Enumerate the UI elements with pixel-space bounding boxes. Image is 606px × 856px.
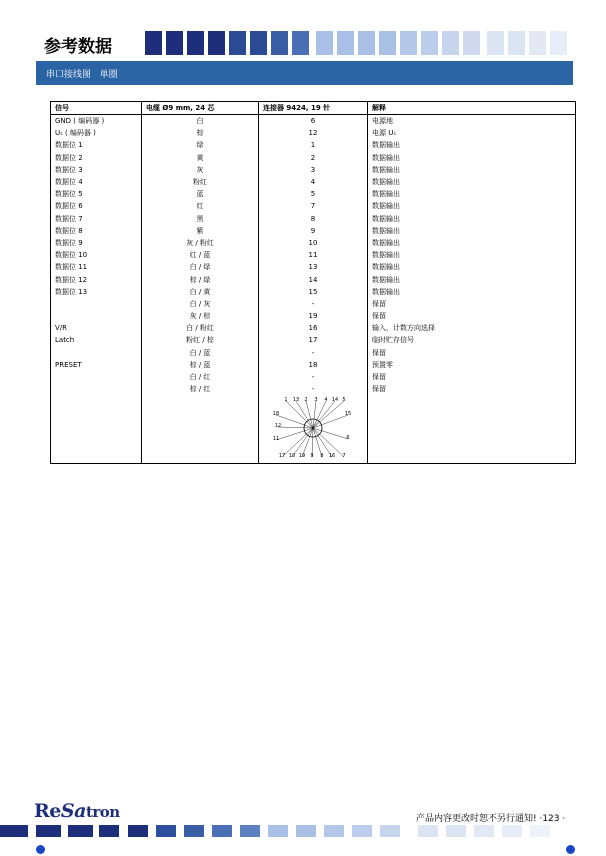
connector-diagram-row	[51, 395, 576, 464]
connector-diagram-cell	[259, 395, 368, 464]
page-title: 参考数据	[44, 37, 112, 57]
table-row	[51, 115, 576, 128]
cell-cable-color: 粉红 / 棕	[142, 334, 259, 346]
cell-explanation: 数据输出	[368, 213, 576, 225]
cell-cable-color: 白 / 红	[142, 371, 259, 383]
empty-cell	[368, 395, 576, 464]
cell-signal: GND ( 编码器 )	[51, 115, 142, 128]
cell-cable-color: 棕 / 蓝	[142, 359, 259, 371]
table-row	[51, 225, 576, 237]
cell-explanation: 数据输出	[368, 225, 576, 237]
pin-label: 7	[342, 453, 346, 460]
pin-label: 13	[292, 397, 300, 404]
header-connector: 连接器 9424, 19 针	[259, 102, 368, 115]
cell-cable-color: 棕	[142, 127, 259, 139]
cell-explanation: 保留	[368, 383, 576, 395]
cell-signal: 数据位 3	[51, 164, 142, 176]
pin-label: 16	[328, 453, 336, 460]
cell-pin: 10	[259, 237, 368, 249]
cell-explanation: 数据输出	[368, 273, 576, 285]
corner-dot-left	[36, 845, 45, 854]
table-row	[51, 139, 576, 151]
table-row	[51, 298, 576, 310]
pin-label: 11	[272, 436, 280, 443]
cell-signal: Latch	[51, 334, 142, 346]
cell-signal: 数据位 7	[51, 213, 142, 225]
cell-cable-color: 白	[142, 115, 259, 128]
cell-signal	[51, 371, 142, 383]
pin-lead	[296, 401, 313, 428]
table-row	[51, 261, 576, 273]
cell-explanation: 数据输出	[368, 237, 576, 249]
cell-cable-color: 黄	[142, 152, 259, 164]
connector-pin-diagram	[270, 395, 356, 459]
section-title-right: 单圈	[99, 70, 118, 80]
cell-cable-color: 棕 / 红	[142, 383, 259, 395]
cell-explanation: 预置零	[368, 359, 576, 371]
table-row	[51, 164, 576, 176]
table-row	[51, 176, 576, 188]
cell-pin: 12	[259, 127, 368, 139]
table-row	[51, 200, 576, 212]
cell-pin: 16	[259, 322, 368, 334]
signal-table	[50, 101, 576, 464]
cell-pin: -	[259, 298, 368, 310]
pin-lead	[313, 428, 350, 442]
table-row	[51, 213, 576, 225]
cell-explanation: 数据输出	[368, 249, 576, 261]
cell-explanation: 输入，计数方向选择	[368, 322, 576, 334]
cell-explanation: 数据输出	[368, 176, 576, 188]
cell-signal: 数据位 1	[51, 139, 142, 151]
cell-signal: 数据位 6	[51, 200, 142, 212]
cell-signal: 数据位 13	[51, 286, 142, 298]
cell-signal	[51, 310, 142, 322]
header-explanation: 解释	[368, 102, 576, 115]
cell-signal: 数据位 12	[51, 273, 142, 285]
cell-explanation: 保留	[368, 347, 576, 359]
header-signal: 信号	[51, 102, 142, 115]
cell-explanation: 电源地	[368, 115, 576, 128]
cell-pin: 6	[259, 115, 368, 128]
table-row	[51, 383, 576, 395]
cell-explanation: 数据输出	[368, 286, 576, 298]
cell-cable-color: 灰 / 粉红	[142, 237, 259, 249]
cell-cable-color: 灰	[142, 164, 259, 176]
cell-pin: 17	[259, 334, 368, 346]
corner-dot-right	[566, 845, 575, 854]
cell-signal	[51, 298, 142, 310]
pin-lead	[313, 401, 344, 428]
cell-pin: 18	[259, 359, 368, 371]
cell-cable-color: 粉红	[142, 176, 259, 188]
logo-sa: Sa	[60, 800, 86, 822]
logo-tron: tron	[85, 803, 120, 821]
cell-pin: 3	[259, 164, 368, 176]
table-row	[51, 237, 576, 249]
cell-signal: 数据位 5	[51, 188, 142, 200]
cell-pin: 5	[259, 188, 368, 200]
cell-cable-color: 白 / 粉红	[142, 322, 259, 334]
cell-cable-color: 黑	[142, 213, 259, 225]
section-title	[46, 67, 118, 80]
cell-explanation: 数据输出	[368, 139, 576, 151]
cell-pin: 7	[259, 200, 368, 212]
cell-pin: -	[259, 383, 368, 395]
cell-cable-color: 绿	[142, 139, 259, 151]
cell-cable-color: 蓝	[142, 188, 259, 200]
pin-label: 1	[284, 397, 288, 404]
logo-re: Re	[34, 800, 61, 822]
cell-explanation: 数据输出	[368, 200, 576, 212]
cell-pin: 14	[259, 273, 368, 285]
pin-label: 17	[278, 453, 286, 460]
table-row	[51, 347, 576, 359]
table-row	[51, 188, 576, 200]
cell-explanation: 保留	[368, 371, 576, 383]
cell-cable-color: 白 / 蓝	[142, 347, 259, 359]
cell-signal: 数据位 11	[51, 261, 142, 273]
pin-label: 5	[342, 397, 346, 404]
cell-signal	[51, 383, 142, 395]
cell-cable-color: 紫	[142, 225, 259, 237]
cell-signal: Uₛ ( 编码器 )	[51, 127, 142, 139]
cell-pin: 2	[259, 152, 368, 164]
pin-label: 15	[344, 411, 352, 418]
pin-label: 6	[346, 435, 350, 442]
cell-pin: 1	[259, 139, 368, 151]
table-row	[51, 322, 576, 334]
cell-pin: 8	[259, 213, 368, 225]
table-row	[51, 334, 576, 346]
empty-cell	[142, 395, 259, 464]
cell-signal: PRESET	[51, 359, 142, 371]
cell-cable-color: 白 / 黄	[142, 286, 259, 298]
cell-signal	[51, 347, 142, 359]
cell-signal: 数据位 8	[51, 225, 142, 237]
cell-explanation: 数据输出	[368, 261, 576, 273]
cell-explanation: 保留	[368, 298, 576, 310]
cell-pin: 4	[259, 176, 368, 188]
cell-pin: 19	[259, 310, 368, 322]
cell-signal: 数据位 4	[51, 176, 142, 188]
table-row	[51, 359, 576, 371]
table-row	[51, 286, 576, 298]
pin-label: 18	[272, 411, 280, 418]
cell-pin: 13	[259, 261, 368, 273]
section-title-left: 串口接线图	[46, 70, 92, 80]
cell-explanation: 电源 Uₛ	[368, 127, 576, 139]
section-bar	[36, 61, 573, 85]
table-header-row	[51, 102, 576, 115]
cell-explanation: 数据输出	[368, 152, 576, 164]
cell-pin: 11	[259, 249, 368, 261]
pin-lead	[276, 415, 313, 428]
cell-signal: 数据位 2	[51, 152, 142, 164]
pin-lead	[306, 401, 313, 428]
cell-cable-color: 白 / 灰	[142, 298, 259, 310]
pin-label: 8	[320, 453, 324, 460]
cell-pin: 9	[259, 225, 368, 237]
cell-pin: 15	[259, 286, 368, 298]
cell-cable-color: 白 / 绿	[142, 261, 259, 273]
cell-signal: V/R	[51, 322, 142, 334]
cell-explanation: 数据输出	[368, 188, 576, 200]
pin-lead	[313, 401, 316, 428]
cell-cable-color: 红 / 蓝	[142, 249, 259, 261]
pin-label: 9	[310, 453, 314, 460]
cell-explanation: 保留	[368, 310, 576, 322]
resatron-logo	[34, 800, 120, 822]
table-row	[51, 127, 576, 139]
pin-lead	[276, 428, 313, 440]
pin-label: 19	[298, 453, 306, 460]
header-cable: 电缆 Ø9 mm, 24 芯	[142, 102, 259, 115]
cell-cable-color: 棕 / 绿	[142, 273, 259, 285]
table-row	[51, 152, 576, 164]
table-row	[51, 273, 576, 285]
empty-cell	[51, 395, 142, 464]
pin-label: 3	[314, 397, 318, 404]
table-row	[51, 249, 576, 261]
cell-signal: 数据位 9	[51, 237, 142, 249]
cell-pin: -	[259, 371, 368, 383]
pin-lead	[278, 427, 313, 428]
pin-label: 12	[274, 423, 282, 430]
cell-pin: -	[259, 347, 368, 359]
table-row	[51, 310, 576, 322]
table-row	[51, 371, 576, 383]
pin-lead	[286, 401, 313, 428]
pin-label: 4	[324, 397, 328, 404]
cell-signal: 数据位 10	[51, 249, 142, 261]
footer-note: 产品内容更改时恕不另行通知! ·123 ·	[416, 814, 566, 824]
cell-explanation: 临时贮存信号	[368, 334, 576, 346]
cell-cable-color: 灰 / 棕	[142, 310, 259, 322]
cell-cable-color: 红	[142, 200, 259, 212]
pin-label: 2	[304, 397, 308, 404]
pin-label: 10	[288, 453, 296, 460]
cell-explanation: 数据输出	[368, 164, 576, 176]
pin-label: 14	[331, 397, 339, 404]
